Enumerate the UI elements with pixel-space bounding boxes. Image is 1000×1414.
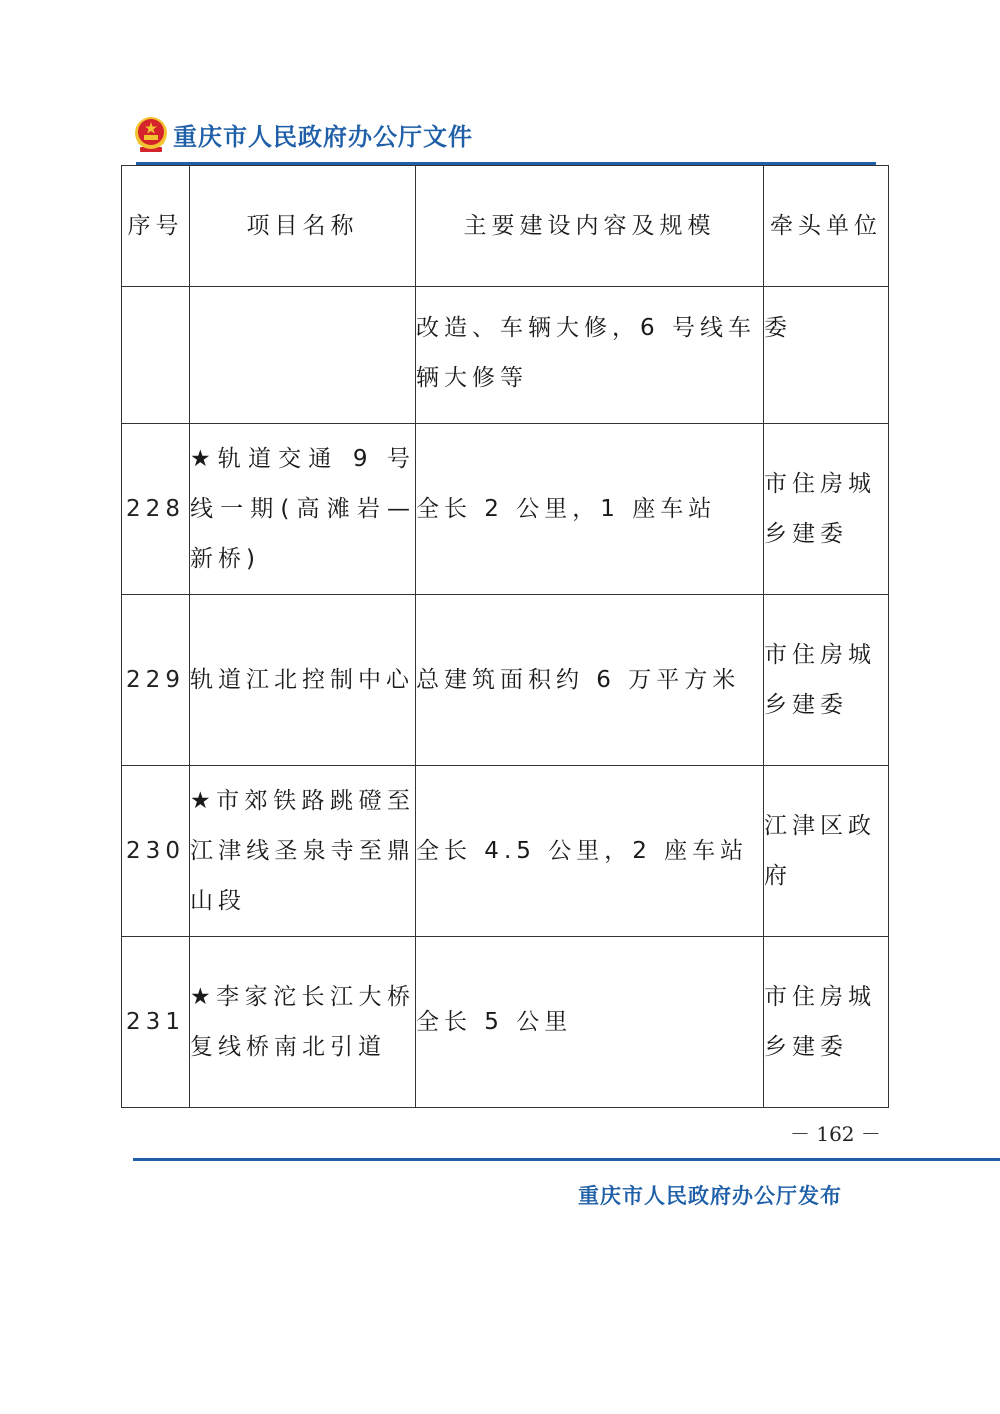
row-index — [122, 287, 190, 424]
table-row — [122, 424, 889, 595]
footer-publisher: 重庆市人民政府办公厅发布 — [578, 1183, 842, 1208]
row-name — [190, 287, 416, 424]
row-content: 总建筑面积约 6 万平方米 — [416, 595, 764, 766]
table-row — [122, 595, 889, 766]
page-number: － 162 － — [790, 1122, 881, 1146]
header-content: 主要建设内容及规模 — [416, 166, 764, 287]
header-title: 重庆市人民政府办公厅文件 — [173, 121, 473, 151]
table-row — [122, 766, 889, 937]
header-index: 序号 — [122, 166, 190, 287]
header-lead: 牵头单位 — [764, 166, 889, 287]
table-row — [122, 287, 889, 424]
row-lead: 市住房城乡建委 — [764, 424, 889, 595]
row-lead: 江津区政府 — [764, 766, 889, 937]
header-name: 项目名称 — [190, 166, 416, 287]
row-index: 231 — [122, 937, 190, 1108]
national-emblem-icon — [133, 114, 169, 154]
row-content: 改造、车辆大修，6 号线车辆大修等 — [416, 287, 764, 424]
footer-divider — [133, 1158, 1000, 1161]
table-header-row — [122, 166, 889, 287]
row-name: ★市郊铁路跳磴至江津线圣泉寺至鼎山段 — [190, 766, 416, 937]
row-index: 228 — [122, 424, 190, 595]
row-content: 全长 2 公里，1 座车站 — [416, 424, 764, 595]
row-content: 全长 5 公里 — [416, 937, 764, 1108]
row-lead: 委 — [764, 287, 889, 424]
row-index: 230 — [122, 766, 190, 937]
row-index: 229 — [122, 595, 190, 766]
row-content: 全长 4.5 公里，2 座车站 — [416, 766, 764, 937]
project-table — [121, 165, 889, 1108]
table-row — [122, 937, 889, 1108]
row-lead: 市住房城乡建委 — [764, 595, 889, 766]
row-name: ★李家沱长江大桥复线桥南北引道 — [190, 937, 416, 1108]
document-header — [133, 112, 473, 156]
row-name: 轨道江北控制中心 — [190, 595, 416, 766]
row-lead: 市住房城乡建委 — [764, 937, 889, 1108]
row-name: ★轨道交通 9 号线一期(高滩岩—新桥) — [190, 424, 416, 595]
